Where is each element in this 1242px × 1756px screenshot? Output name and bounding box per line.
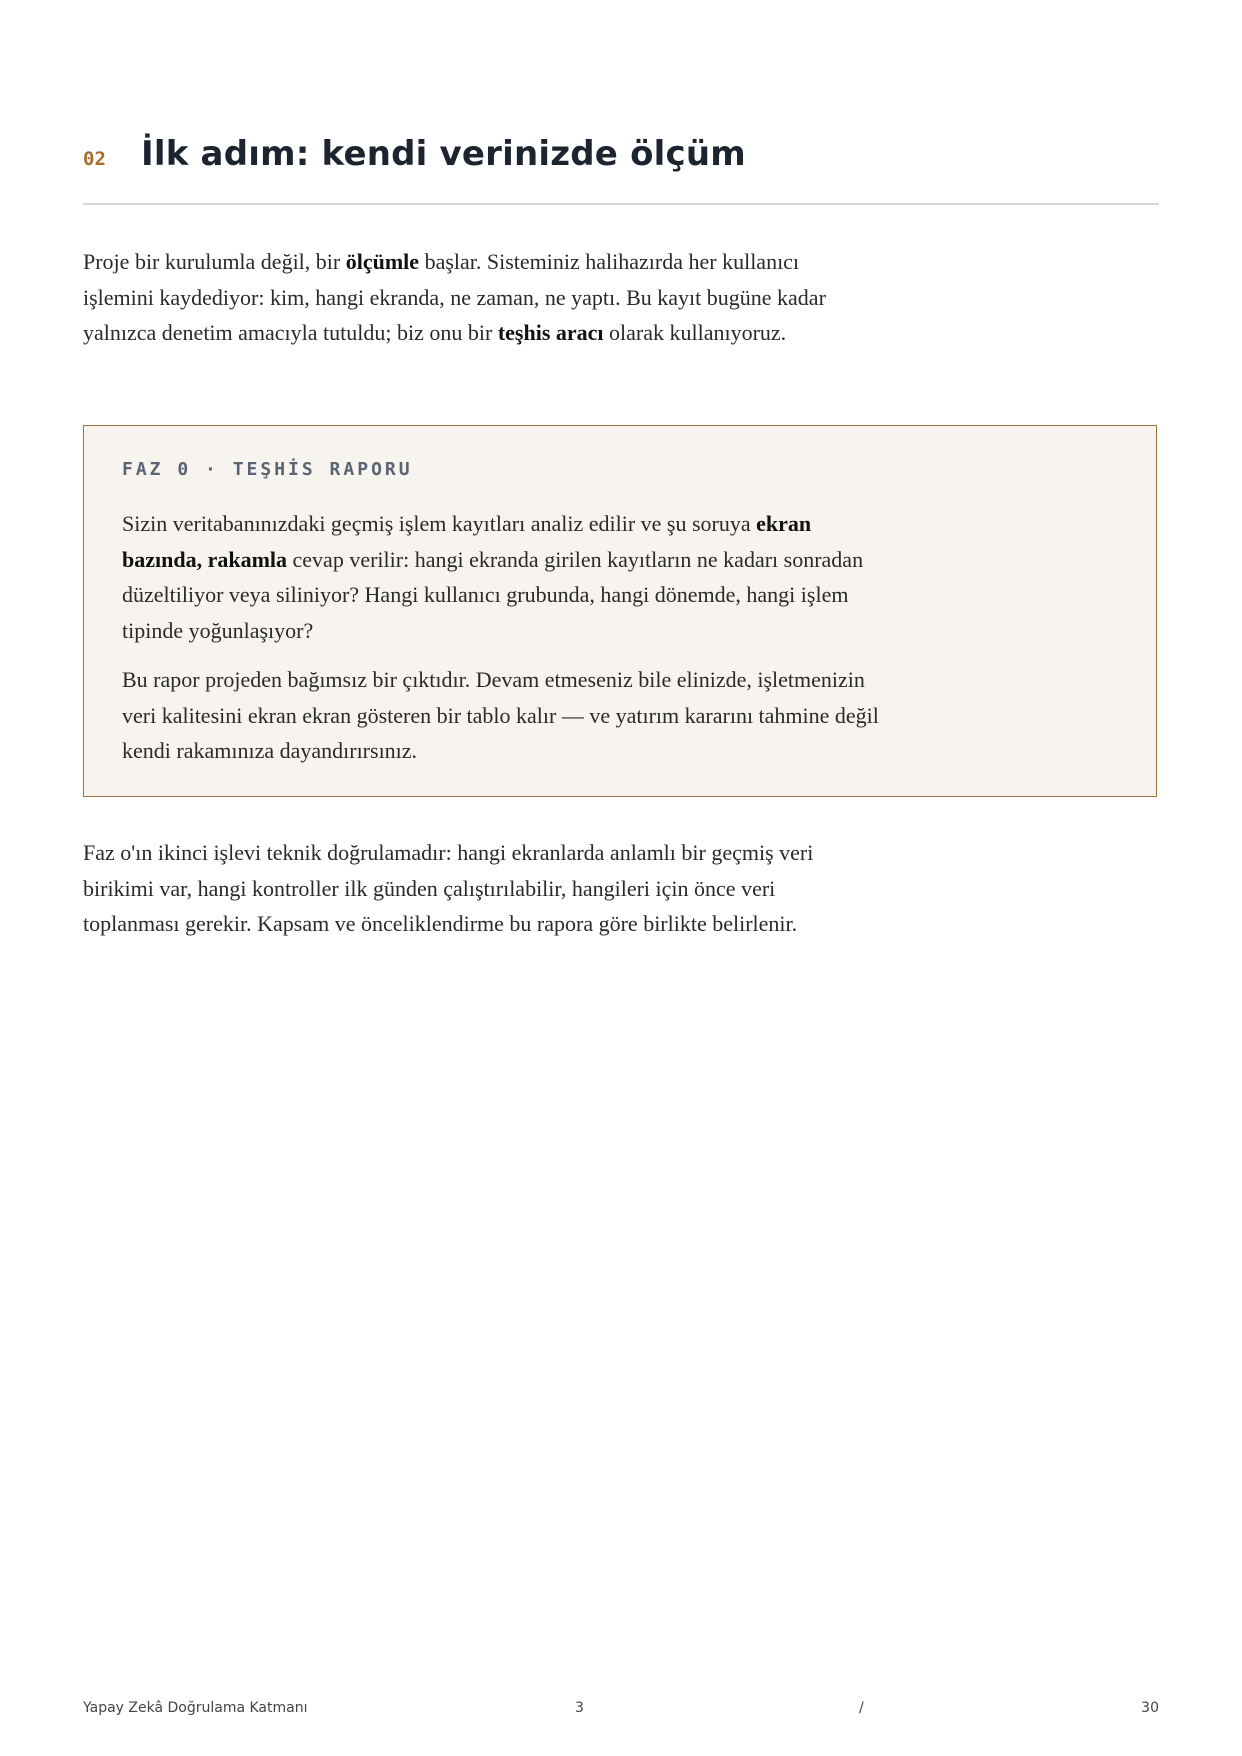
intro-text-1: Proje bir kurulumla değil, bir bbox=[83, 249, 346, 274]
header-divider bbox=[83, 203, 1159, 205]
footer-page-number: 3 bbox=[575, 1700, 584, 1716]
intro-emphasis-1: ölçümle bbox=[345, 249, 420, 274]
section-number: 02 bbox=[83, 148, 106, 170]
intro-text-3: olarak kullanıyoruz. bbox=[603, 320, 787, 345]
section-header bbox=[83, 134, 1159, 174]
callout-paragraph-1 bbox=[122, 506, 882, 648]
footer-separator: / bbox=[859, 1700, 864, 1716]
intro-emphasis-2: teşhis aracı bbox=[497, 320, 604, 345]
intro-paragraph bbox=[83, 244, 863, 351]
footer-total-pages: 30 bbox=[1141, 1700, 1159, 1716]
section-title: İlk adım: kendi verinizde ölçüm bbox=[141, 134, 746, 174]
footer-doc-title: Yapay Zekâ Doğrulama Katmanı bbox=[83, 1700, 308, 1716]
callout-text-1: Sizin veritabanınızdaki geçmiş işlem kayıtları analiz edilir ve şu soruya bbox=[122, 511, 757, 536]
callout-paragraph-2: Bu rapor projeden bağımsız bir çıktıdır. Devam etmeseniz bile elinizde, işletmenizin veri kalitesini ekran ekran gösteren bir tablo kalır — ve yatırım kararını tahmine değil kendi rakamınıza dayandırırsınız. bbox=[122, 667, 879, 763]
closing-paragraph: Faz o'ın ikinci işlevi teknik doğrulamadır: hangi ekranlarda anlamlı bir geçmiş veri birikimi var, hangi kontroller ilk günden çalıştırılabilir, hangileri için önce veri toplanması gerekir. Kapsam ve önceliklendirme bu rapora göre birlikte belirlenir. bbox=[83, 840, 814, 936]
callout-text-2: cevap verilir: hangi ekranda girilen kayıtların ne kadarı sonradan düzeltiliyor veya siliniyor? Hangi kullanıcı grubunda, hangi dönemde, hangi işlem tipinde yoğunlaşıyor? bbox=[122, 546, 864, 643]
callout-label: FAZ 0 · TEŞHİS RAPORU bbox=[122, 459, 413, 480]
intro-text-2: başlar. Sisteminiz halihazırda her kullanıcı işlemini kaydediyor: kim, hangi ekranda, ne zaman, ne yaptı. Bu kayıt bugüne kadar yalnızca denetim amacıyla tutuldu; biz onu bir bbox=[83, 249, 826, 345]
callout-emphasis: ekran bazında, rakamla bbox=[122, 511, 812, 572]
callout-box bbox=[83, 425, 1157, 797]
